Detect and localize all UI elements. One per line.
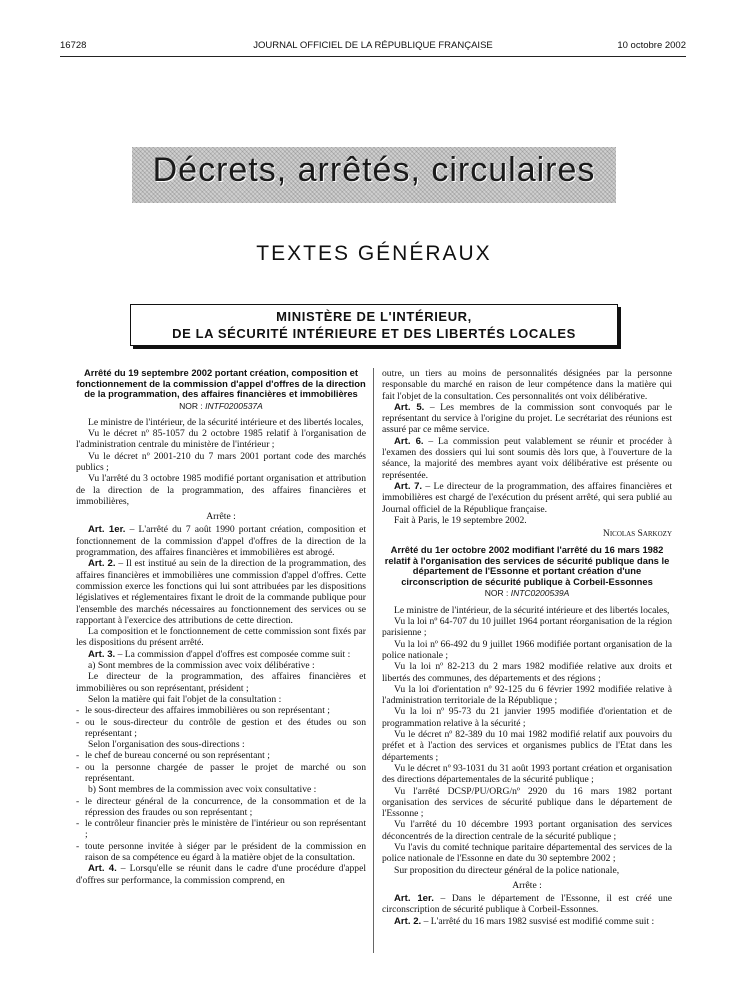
- article-label: Art. 1er.: [394, 893, 434, 905]
- list-item: - toute personne invitée à siéger par le président de la commission en raison de sa compétence eu égard à la matière objet de la consultation.: [76, 841, 366, 864]
- banner-title: Décrets, arrêtés, circulaires: [152, 151, 596, 189]
- issue-date: 10 octobre 2002: [617, 40, 686, 51]
- paragraph: a) Sont membres de la commission avec voix délibérative :: [88, 660, 315, 672]
- paragraph: Vu la loi nº 66-492 du 9 juillet 1966 modifiée portant organisation de la police nationale ;: [382, 638, 672, 661]
- article-2: [76, 558, 366, 626]
- list-item: - ou le sous-directeur du contrôle de gestion et des études ou son représentant ;: [76, 717, 366, 740]
- paragraph: Selon la matière qui fait l'objet de la consultation :: [88, 693, 282, 705]
- list-item: - le contrôleur financier près le ministère de l'intérieur ou son représentant ;: [76, 818, 366, 841]
- right-column: [382, 368, 672, 927]
- article-label: Art. 2.: [88, 558, 116, 570]
- article-label: Art. 6.: [394, 435, 424, 447]
- running-header: [60, 40, 686, 54]
- paragraph: Vu le décret nº 85-1057 du 2 octobre 1985 relatif à l'organisation de l'administration centrale du ministère de l'intérieur ;: [76, 428, 366, 451]
- paragraph: Vu le décret nº 93-1031 du 31 août 1993 portant création et organisation des directions départementales de la sécurité publique ;: [382, 762, 672, 786]
- article-label: Art. 3.: [88, 648, 116, 660]
- article-label: Art. 4.: [88, 863, 117, 875]
- nor-label: NOR :: [179, 400, 203, 411]
- list-item: - ou la personne chargée de passer le projet de marché ou son représentant.: [76, 762, 366, 785]
- list-item: - le directeur général de la concurrence, de la consommation et de la répression des fraudes ou son représentant ;: [76, 796, 366, 819]
- article-text: – L'arrêté du 16 mars 1982 susvisé est modifié comme suit :: [421, 915, 655, 927]
- article-text: – La commission peut valablement se réunir et procéder à l'examen des dossiers qui lui sont soumis dès lors que, à l'ouverture de la séance, la majorité des membres ayant voix délibérative est présente ou représentée.: [382, 435, 672, 481]
- article-text: – Dans le département de l'Essonne, il est créé une circonscription de sécurité publique à Corbeil-Essonnes.: [382, 893, 673, 916]
- arrete-heading: Arrête :: [512, 879, 542, 891]
- column-separator: [373, 368, 374, 953]
- ministry-box: [130, 304, 618, 346]
- section-banner: [132, 147, 616, 203]
- paragraph: Vu la loi d'orientation nº 92-125 du 6 février 1992 modifiée relative à l'administration territoriale de la République ;: [382, 683, 672, 707]
- paragraph: outre, un tiers au moins de personnalités désignées par la personne responsable du marché en raison de leur compétence dans la matière qui fait l'objet de la consultation. Ces personnalités ont voix délibérative.: [382, 368, 672, 402]
- paragraph: b) Sont membres de la commission avec voix consultative :: [88, 784, 317, 796]
- left-column: [76, 368, 366, 886]
- decree-title: Arrêté du 19 septembre 2002 portant création, composition et fonctionnement de la commission d'appel d'offres de la direction de la programmation, des affaires financières et immobilières: [76, 367, 366, 399]
- decree-title-2: Arrêté du 1er octobre 2002 modifiant l'arrêté du 16 mars 1982 relatif à l'organisation des services de sécurité publique dans le département de l'Essonne et portant création d'une circonscription de sécurité publique à Corbeil-Essonnes: [384, 544, 670, 587]
- page-number: 16728: [60, 40, 87, 51]
- paragraph: Le ministre de l'intérieur, de la sécurité intérieure et des libertés locales,: [394, 604, 670, 616]
- article-text: – Il est institué au sein de la direction de la programmation, des affaires financières et immobilières une commission d'appel d'offres. Cette commission exerce les fonctions qui lui sont attribuées par les dispositions législatives et réglementaires fixant le droit de la commande publique pour l'ensemble des marchés nécessaires au fonctionnement des services ou se rapportant à l'exercice des attributions de cette direction.: [76, 558, 366, 626]
- nor-code: INTC0200539A: [510, 588, 570, 599]
- article-7: [382, 481, 672, 515]
- paragraph: Vu l'arrêté du 10 décembre 1993 portant organisation des services déconcentrés de la direction centrale de la sécurité publique ;: [382, 819, 672, 842]
- nor-code: INTF0200537A: [205, 400, 263, 411]
- paragraph: Sur proposition du directeur général de la police nationale,: [394, 864, 620, 876]
- paragraph: Vu la loi nº 64-707 du 10 juillet 1964 portant réorganisation de la région parisienne ;: [382, 616, 672, 639]
- paragraph: Vu l'avis du comité technique paritaire départemental des services de la police nationale de l'Essonne en date du 30 septembre 2002 ;: [382, 841, 672, 865]
- paragraph: Le directeur de la programmation, des affaires financières et immobilières ou son représentant, président ;: [76, 671, 366, 694]
- header-rule: [60, 56, 686, 57]
- article-label: Art. 5.: [394, 401, 425, 413]
- list-item: - le chef de bureau concerné ou son représentant ;: [76, 750, 366, 761]
- ministry-line-2: DE LA SÉCURITÉ INTÉRIEURE ET DES LIBERTÉS LOCALES: [172, 326, 576, 341]
- journal-title: JOURNAL OFFICIEL DE LA RÉPUBLIQUE FRANÇAISE: [253, 40, 493, 51]
- nor-label: NOR :: [484, 588, 509, 599]
- article-label: Art. 7.: [394, 480, 423, 492]
- article-text: – L'arrêté du 7 août 1990 portant création, composition et fonctionnement de la commission d'appel d'offres de la direction de la programmation, des affaires financières et immobilières est abrogé.: [76, 524, 366, 559]
- article-label: Art. 1er.: [88, 524, 126, 536]
- article-text: – Lorsqu'elle se réunit dans le cadre d'une procédure d'appel d'offres sur performance, la commission comprend, en: [76, 863, 366, 886]
- paragraph: Vu le décret nº 2001-210 du 7 mars 2001 portant code des marchés publics ;: [76, 450, 366, 473]
- signature: Nicolas Sarkozy: [602, 528, 672, 540]
- ministry-line-1: MINISTÈRE DE L'INTÉRIEUR,: [276, 309, 472, 324]
- paragraph: Vu la loi nº 82-213 du 2 mars 1982 modifiée relative aux droits et libertés des communes, des départements et des régions ;: [382, 661, 672, 684]
- nor-reference: [76, 401, 366, 412]
- article-6: [382, 436, 672, 481]
- section-title: TEXTES GÉNÉRAUX: [256, 242, 492, 265]
- article-1: [382, 893, 672, 916]
- paragraph: Selon l'organisation des sous-directions :: [88, 739, 245, 751]
- arrete-heading: Arrête :: [206, 511, 236, 523]
- article-5: [382, 402, 672, 436]
- article-1: [76, 524, 366, 558]
- paragraph: Le ministre de l'intérieur, de la sécurité intérieure et des libertés locales,: [88, 416, 364, 428]
- paragraph: Vu l'arrêté du 3 octobre 1985 modifié portant organisation et attribution de la direction de la programmation, des affaires financières et immobilières,: [76, 473, 366, 507]
- paragraph: Vu l'arrêté DCSP/PU/ORG/nº 2920 du 16 mars 1982 portant organisation des services de sécurité publique dans le département de l'Essonne ;: [382, 785, 672, 820]
- article-text: – Le directeur de la programmation, des affaires financières et immobilières est chargé de l'exécution du présent arrêté, qui sera publié au Journal officiel de la République française.: [382, 480, 672, 515]
- paragraph: Vu le décret nº 82-389 du 10 mai 1982 modifié relatif aux pouvoirs du préfet et à l'action des services et organismes publics de l'Etat dans les départements ;: [382, 729, 672, 763]
- article-4: [76, 863, 366, 886]
- nor-reference-2: [382, 588, 672, 599]
- article-text: – Les membres de la commission sont convoqués par le représentant du service à l'origine du projet. Le secrétariat des réunions est assuré par ce même service.: [382, 401, 672, 436]
- list-item: - le sous-directeur des affaires immobilières ou son représentant ;: [76, 705, 366, 716]
- article-label: Art. 2.: [394, 915, 422, 927]
- article-text: – La commission d'appel d'offres est composée comme suit :: [115, 648, 351, 660]
- paragraph: Vu la loi nº 95-73 du 21 janvier 1995 modifiée d'orientation et de programmation relative à la sécurité ;: [382, 706, 672, 729]
- paragraph: La composition et le fonctionnement de cette commission sont fixés par les dispositions du présent arrêté.: [76, 626, 366, 649]
- article-3: [76, 649, 366, 660]
- article-2: [382, 916, 672, 927]
- signing-place-date: Fait à Paris, le 19 septembre 2002.: [394, 514, 527, 526]
